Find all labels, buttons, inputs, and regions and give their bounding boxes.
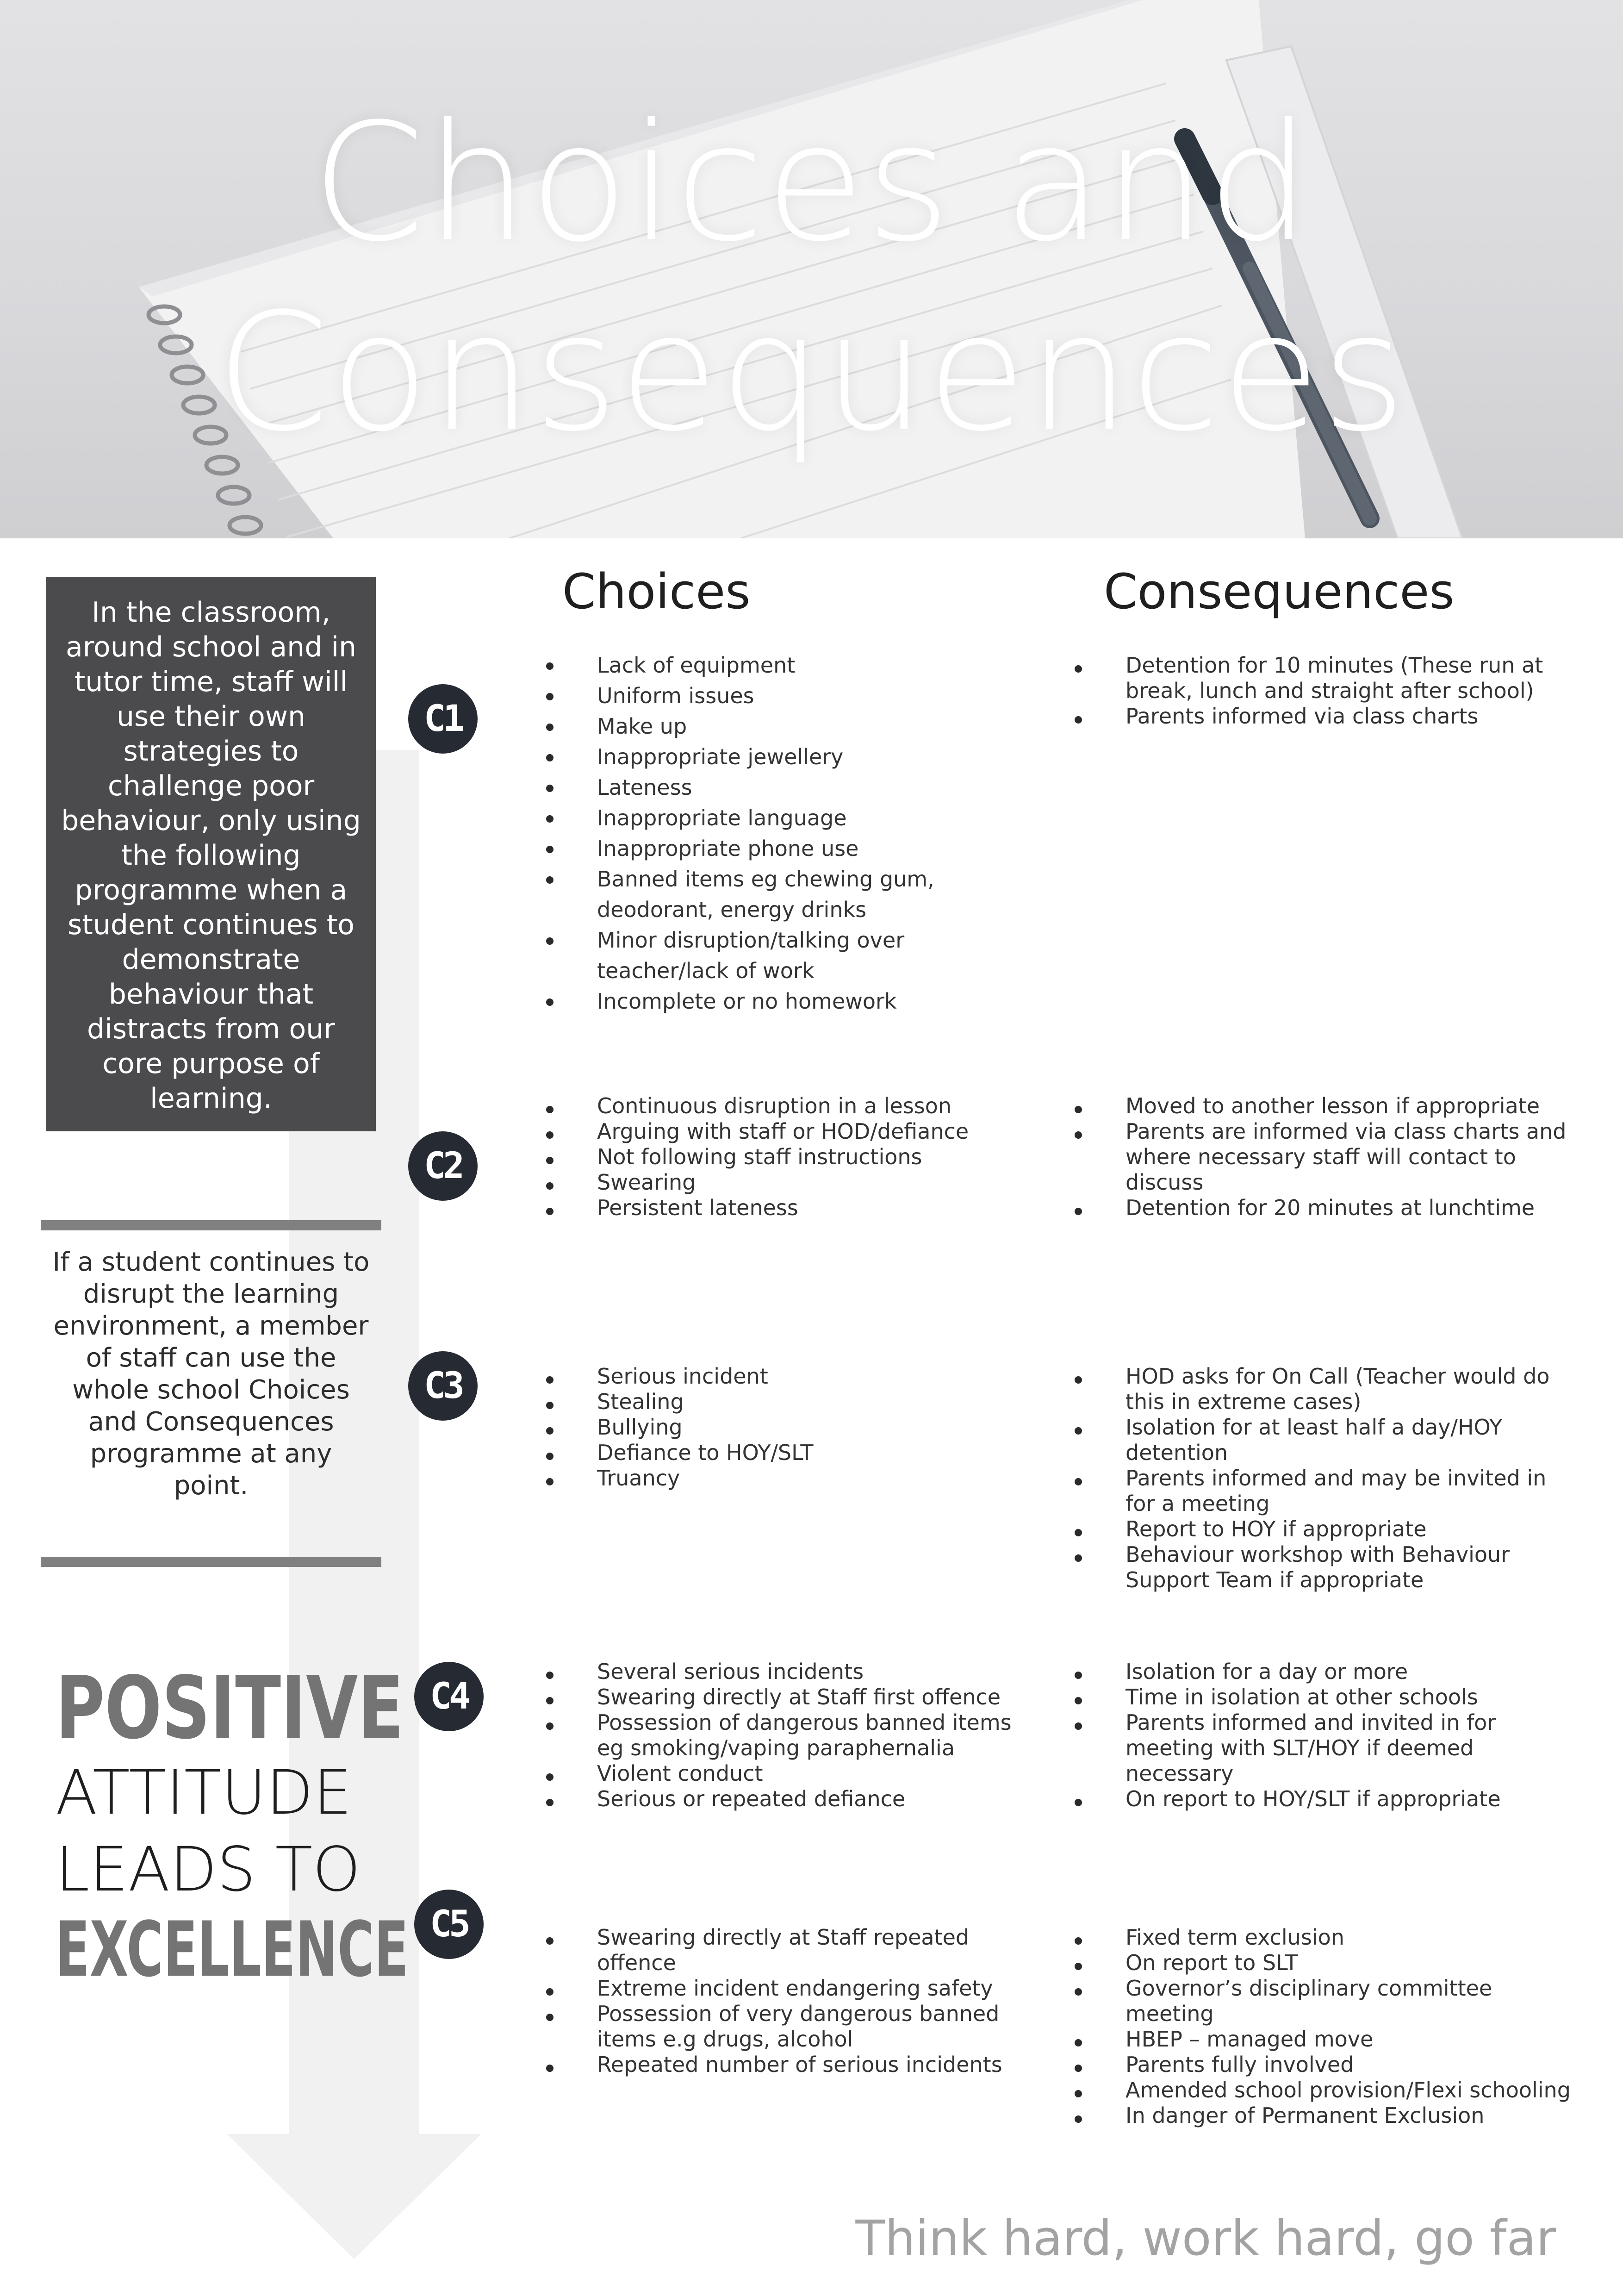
list-item: Several serious incidents bbox=[546, 1659, 1041, 1685]
list-item: Amended school provision/Flexi schooling bbox=[1075, 2078, 1577, 2103]
note-text: If a student continues to disrupt the learning environment, a member of staff can use the whole school Choices and Consequences programme at any point. bbox=[52, 1247, 370, 1501]
list-item: Minor disruption/talking over teacher/lack of work bbox=[546, 925, 976, 986]
list-item: Fixed term exclusion bbox=[1075, 1925, 1577, 1950]
list-item: Make up bbox=[546, 711, 976, 742]
list-item: Report to HOY if appropriate bbox=[1075, 1516, 1577, 1542]
level-badge-c3: C3 bbox=[408, 1351, 478, 1421]
list-item: Possession of very dangerous banned items e.g drugs, alcohol bbox=[546, 2001, 1041, 2052]
list-item: Parents informed and may be invited in for a meeting bbox=[1075, 1466, 1577, 1516]
slogan-line-1: POSITIVE bbox=[56, 1658, 404, 1758]
list-item: Possession of dangerous banned items eg smoking/vaping paraphernalia bbox=[546, 1710, 1041, 1761]
c3-consequences-list bbox=[1075, 1364, 1577, 1593]
list-item: Extreme incident endangering safety bbox=[546, 1976, 1041, 2001]
list-item: Serious incident bbox=[546, 1364, 1041, 1389]
slogan-line-3: LEADS TO bbox=[56, 1834, 361, 1905]
level-badge-c2: C2 bbox=[408, 1131, 478, 1201]
c5-choices-list bbox=[546, 1925, 1041, 2078]
title-line-2: Consequences bbox=[216, 278, 1407, 467]
list-item: Parents informed via class charts bbox=[1075, 704, 1577, 729]
level-badge-c5: C5 bbox=[414, 1890, 484, 1959]
list-item: Isolation for a day or more bbox=[1075, 1659, 1577, 1685]
list-item: Incomplete or no homework bbox=[546, 986, 976, 1017]
intro-text: In the classroom, around school and in tutor time, staff will use their own strategies to challenge poor behaviour, only using the following programme when a student continues to demonstrate behaviour that distracts from our core purpose of learning. bbox=[61, 596, 361, 1115]
list-item: Detention for 20 minutes at lunchtime bbox=[1075, 1195, 1577, 1221]
list-item: Continuous disruption in a lesson bbox=[546, 1093, 1041, 1119]
tagline: Think hard, work hard, go far bbox=[855, 2210, 1556, 2266]
c1-consequences-list bbox=[1075, 653, 1577, 729]
list-item: HOD asks for On Call (Teacher would do this in extreme cases) bbox=[1075, 1364, 1577, 1415]
slogan bbox=[56, 1658, 409, 1994]
list-item: Swearing directly at Staff repeated offence bbox=[546, 1925, 1041, 1976]
list-item: Moved to another lesson if appropriate bbox=[1075, 1093, 1577, 1119]
list-item: Parents fully involved bbox=[1075, 2052, 1577, 2078]
list-item: Swearing bbox=[546, 1170, 1041, 1195]
list-item: Swearing directly at Staff first offence bbox=[546, 1685, 1041, 1710]
list-item: HBEP – managed move bbox=[1075, 2027, 1577, 2052]
c1-choices-list bbox=[546, 650, 976, 1017]
list-item: Parents are informed via class charts and where necessary staff will contact to discuss bbox=[1075, 1119, 1577, 1195]
list-item: Stealing bbox=[546, 1389, 1041, 1415]
c4-consequences-list bbox=[1075, 1659, 1577, 1812]
slogan-line-2: ATTITUDE bbox=[56, 1757, 352, 1828]
divider-bottom bbox=[41, 1557, 381, 1567]
list-item: Not following staff instructions bbox=[546, 1144, 1041, 1170]
c2-choices-list bbox=[546, 1093, 1041, 1221]
intro-box bbox=[46, 577, 376, 1131]
slogan-line-4: EXCELLENCE bbox=[56, 1905, 409, 1994]
list-item: Violent conduct bbox=[546, 1761, 1041, 1786]
list-item: In danger of Permanent Exclusion bbox=[1075, 2103, 1577, 2128]
choices-header: Choices bbox=[562, 563, 751, 620]
list-item: Banned items eg chewing gum, deodorant, energy drinks bbox=[546, 864, 976, 925]
c4-choices-list bbox=[546, 1659, 1041, 1812]
c2-consequences-list bbox=[1075, 1093, 1577, 1221]
list-item: Defiance to HOY/SLT bbox=[546, 1440, 1041, 1466]
title-line-1: Choices and bbox=[311, 88, 1312, 277]
level-badge-c4: C4 bbox=[414, 1662, 484, 1731]
c3-choices-list bbox=[546, 1364, 1041, 1491]
list-item: Bullying bbox=[546, 1415, 1041, 1440]
list-item: Lack of equipment bbox=[546, 650, 976, 680]
list-item: Parents informed and invited in for meeting with SLT/HOY if deemed necessary bbox=[1075, 1710, 1577, 1786]
list-item: Inappropriate language bbox=[546, 803, 976, 833]
list-item: On report to SLT bbox=[1075, 1950, 1577, 1976]
list-item: Serious or repeated defiance bbox=[546, 1786, 1041, 1812]
list-item: Inappropriate jewellery bbox=[546, 742, 976, 772]
list-item: Isolation for at least half a day/HOY detention bbox=[1075, 1415, 1577, 1466]
consequences-header: Consequences bbox=[1104, 563, 1455, 620]
list-item: Persistent lateness bbox=[546, 1195, 1041, 1221]
list-item: Behaviour workshop with Behaviour Support Team if appropriate bbox=[1075, 1542, 1577, 1593]
list-item: Time in isolation at other schools bbox=[1075, 1685, 1577, 1710]
level-badge-c1: C1 bbox=[408, 684, 478, 754]
page-title bbox=[0, 88, 1623, 468]
hero-banner bbox=[0, 0, 1623, 538]
list-item: Truancy bbox=[546, 1466, 1041, 1491]
list-item: On report to HOY/SLT if appropriate bbox=[1075, 1786, 1577, 1812]
c5-consequences-list bbox=[1075, 1925, 1577, 2128]
list-item: Inappropriate phone use bbox=[546, 833, 976, 864]
list-item: Arguing with staff or HOD/defiance bbox=[546, 1119, 1041, 1144]
list-item: Uniform issues bbox=[546, 680, 976, 711]
divider-top bbox=[41, 1220, 381, 1230]
list-item: Detention for 10 minutes (These run at break, lunch and straight after school) bbox=[1075, 653, 1577, 704]
list-item: Lateness bbox=[546, 772, 976, 803]
list-item: Repeated number of serious incidents bbox=[546, 2052, 1041, 2078]
list-item: Governor’s disciplinary committee meeting bbox=[1075, 1976, 1577, 2027]
